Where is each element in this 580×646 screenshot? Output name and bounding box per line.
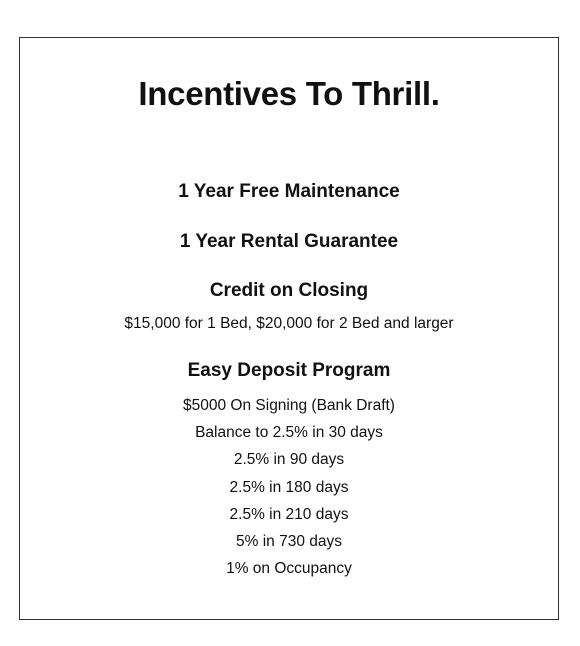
deposit-schedule-item: 2.5% in 90 days [233, 451, 345, 468]
incentive-credit-detail: $15,000 for 1 Bed, $20,000 for 2 Bed and larger [124, 315, 454, 332]
incentive-credit-heading: Credit on Closing [209, 280, 369, 301]
deposit-schedule-item: 1% on Occupancy [226, 560, 352, 577]
page-title: Incentives To Thrill. [138, 75, 440, 112]
deposit-schedule-item: Balance to 2.5% in 30 days [195, 424, 383, 441]
deposit-schedule-item: 2.5% in 180 days [229, 479, 349, 496]
incentive-rental-guarantee: 1 Year Rental Guarantee [179, 231, 399, 252]
incentives-panel [19, 37, 559, 620]
deposit-schedule-item: $5000 On Signing (Bank Draft) [183, 397, 395, 414]
deposit-program-heading: Easy Deposit Program [187, 360, 391, 381]
incentive-maintenance: 1 Year Free Maintenance [178, 181, 400, 202]
deposit-schedule-item: 5% in 730 days [236, 533, 342, 550]
deposit-schedule-item: 2.5% in 210 days [229, 506, 349, 523]
